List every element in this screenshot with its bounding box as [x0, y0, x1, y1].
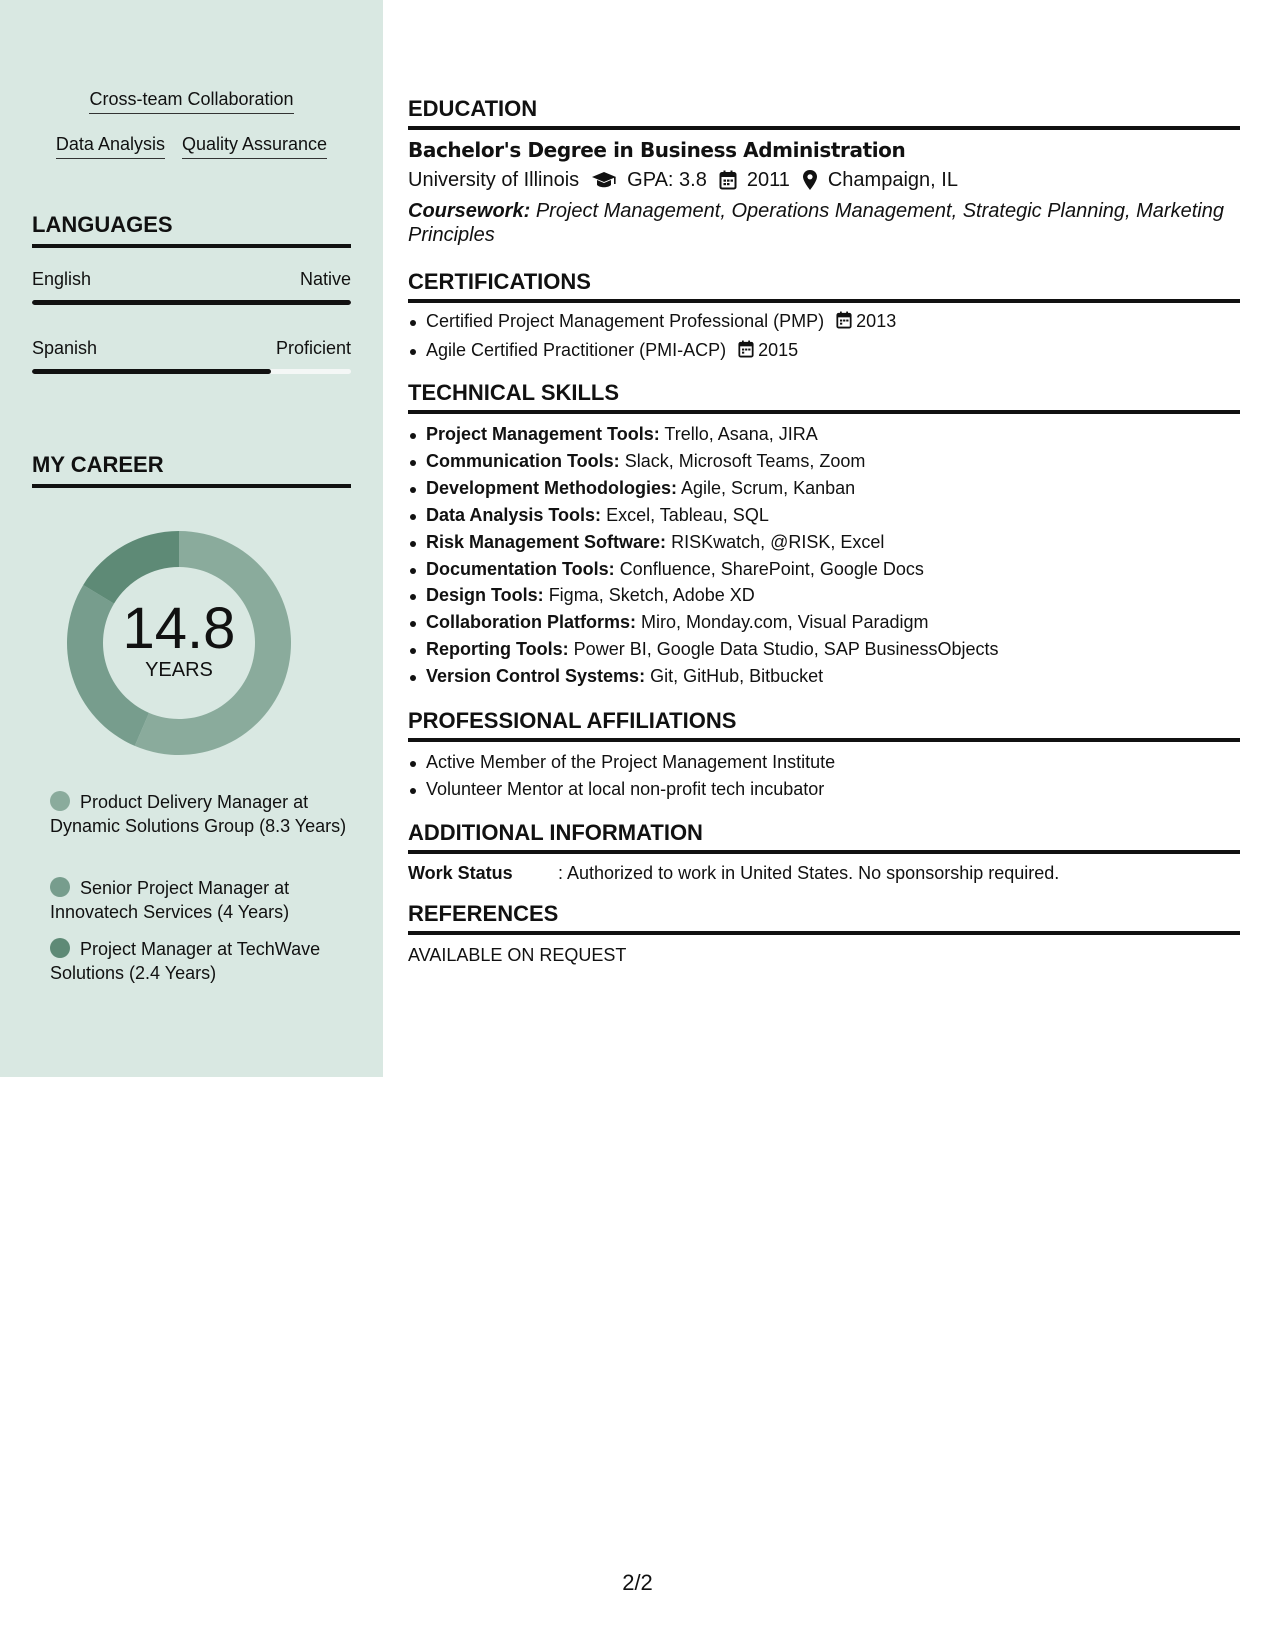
skill-value: Excel, Tableau, SQL: [606, 504, 769, 525]
certification-year: 2013: [856, 311, 897, 331]
calendar-icon: [738, 339, 754, 366]
list-item: [426, 421, 1240, 448]
skill-tag: Quality Assurance: [182, 133, 327, 159]
skill-label: Design Tools:: [426, 585, 544, 606]
list-item: Volunteer Mentor at local non-profit tech incubator: [426, 776, 1240, 803]
certifications-list: [426, 308, 1240, 366]
language-level: Native: [299, 269, 351, 289]
language-level: Proficient: [275, 338, 351, 358]
career-donut-chart: [64, 528, 294, 758]
skill-label: Reporting Tools:: [426, 639, 569, 660]
list-item: [426, 502, 1240, 529]
list-item: [426, 609, 1240, 636]
career-legend-text: Product Delivery Manager at Dynamic Solutions Group (8.3 Years): [50, 792, 347, 836]
language-name: English: [32, 269, 92, 289]
education-heading: EDUCATION: [408, 96, 1240, 130]
coursework-label: Coursework:: [408, 200, 531, 222]
skill-label: Version Control Systems:: [426, 666, 646, 687]
list-item: [426, 663, 1240, 690]
list-item: [426, 448, 1240, 475]
language-spanish: [32, 337, 351, 374]
skill-tag: Cross-team Collaboration: [89, 88, 293, 114]
legend-dot-icon: [50, 938, 70, 958]
skill-label: Development Methodologies:: [426, 477, 678, 498]
skill-value: Miro, Monday.com, Visual Paradigm: [641, 612, 929, 633]
education-school: University of Illinois: [408, 169, 580, 191]
career-donut-slice: [83, 531, 179, 604]
career-heading: MY CAREER: [32, 452, 351, 488]
career-years-unit: YEARS: [145, 659, 213, 681]
list-item: Active Member of the Project Management Institute: [426, 749, 1240, 776]
language-bar-fill: [32, 369, 271, 374]
skill-value: Confluence, SharePoint, Google Docs: [619, 558, 924, 579]
sidebar: [0, 0, 383, 1077]
languages-heading: LANGUAGES: [32, 212, 351, 248]
certification-name: Certified Project Management Professional (PMP): [426, 311, 825, 331]
additional-info-heading: ADDITIONAL INFORMATION: [408, 820, 1240, 854]
affiliations-list: [426, 749, 1240, 803]
education-location: Champaign, IL: [827, 169, 958, 191]
legend-dot-icon: [50, 791, 70, 811]
skill-label: Communication Tools:: [426, 450, 620, 471]
skill-tag: Data Analysis: [56, 133, 165, 159]
list-item: [426, 636, 1240, 663]
technical-skills-list: [426, 421, 1240, 690]
technical-skills-heading: TECHNICAL SKILLS: [408, 380, 1240, 414]
education-year: 2011: [746, 169, 790, 191]
skill-value: Trello, Asana, JIRA: [664, 424, 818, 444]
work-status-label: Work Status: [408, 863, 513, 883]
skill-label: Project Management Tools:: [426, 424, 660, 444]
education-meta: [408, 168, 958, 192]
certification-year: 2015: [758, 340, 799, 360]
page-number: 2/2: [622, 1570, 653, 1595]
references-heading: REFERENCES: [408, 901, 1240, 935]
skill-label: Data Analysis Tools:: [426, 504, 602, 525]
legend-dot-icon: [50, 877, 70, 897]
career-donut-slice: [67, 585, 149, 746]
career-total-years: 14.8: [122, 596, 236, 661]
list-item: [426, 337, 1240, 366]
skill-value: Slack, Microsoft Teams, Zoom: [624, 450, 866, 471]
skills-row-2: [0, 133, 383, 159]
list-item: [426, 582, 1240, 609]
skill-label: Documentation Tools:: [426, 558, 615, 579]
skill-value: Figma, Sketch, Adobe XD: [548, 585, 755, 606]
skill-value: RISKwatch, @RISK, Excel: [671, 531, 885, 552]
language-bar: [32, 369, 351, 374]
skill-label: Risk Management Software:: [426, 531, 667, 552]
career-legend-item: [50, 937, 350, 985]
career-legend-text: Project Manager at TechWave Solutions (2.4 Years): [50, 939, 321, 983]
education-degree: Bachelor's Degree in Business Administration: [408, 138, 906, 162]
references-text: AVAILABLE ON REQUEST: [408, 945, 627, 965]
list-item: [426, 475, 1240, 502]
certifications-heading: CERTIFICATIONS: [408, 269, 1240, 303]
calendar-icon: [836, 310, 852, 337]
career-legend-item: [50, 876, 350, 924]
list-item: [426, 308, 1240, 337]
list-item: [426, 529, 1240, 556]
coursework-text: Project Management, Operations Management, Strategic Planning, Marketing Principles: [408, 200, 1224, 246]
calendar-icon: [719, 170, 737, 190]
skills-row-1: [0, 88, 383, 114]
work-status-value: : Authorized to work in United States. No sponsorship required.: [558, 863, 1060, 883]
certification-name: Agile Certified Practitioner (PMI-ACP): [426, 340, 727, 360]
skill-value: Git, GitHub, Bitbucket: [650, 666, 824, 687]
skill-value: Power BI, Google Data Studio, SAP BusinessObjects: [573, 639, 999, 660]
language-bar-fill: [32, 300, 351, 305]
location-pin-icon: [802, 169, 818, 191]
career-legend-item: [50, 790, 350, 838]
skill-value: Agile, Scrum, Kanban: [681, 477, 856, 498]
skill-label: Collaboration Platforms:: [426, 612, 637, 633]
list-item: [426, 556, 1240, 583]
career-legend-text: Senior Project Manager at Innovatech Services (4 Years): [50, 878, 290, 922]
education-coursework: [408, 199, 1240, 247]
language-bar: [32, 300, 351, 305]
work-status-row: [408, 862, 1059, 884]
graduation-cap-icon: [591, 171, 617, 189]
language-name: Spanish: [32, 338, 98, 358]
language-english: [32, 268, 351, 305]
affiliations-heading: PROFESSIONAL AFFILIATIONS: [408, 708, 1240, 742]
education-gpa: GPA: 3.8: [627, 169, 707, 191]
